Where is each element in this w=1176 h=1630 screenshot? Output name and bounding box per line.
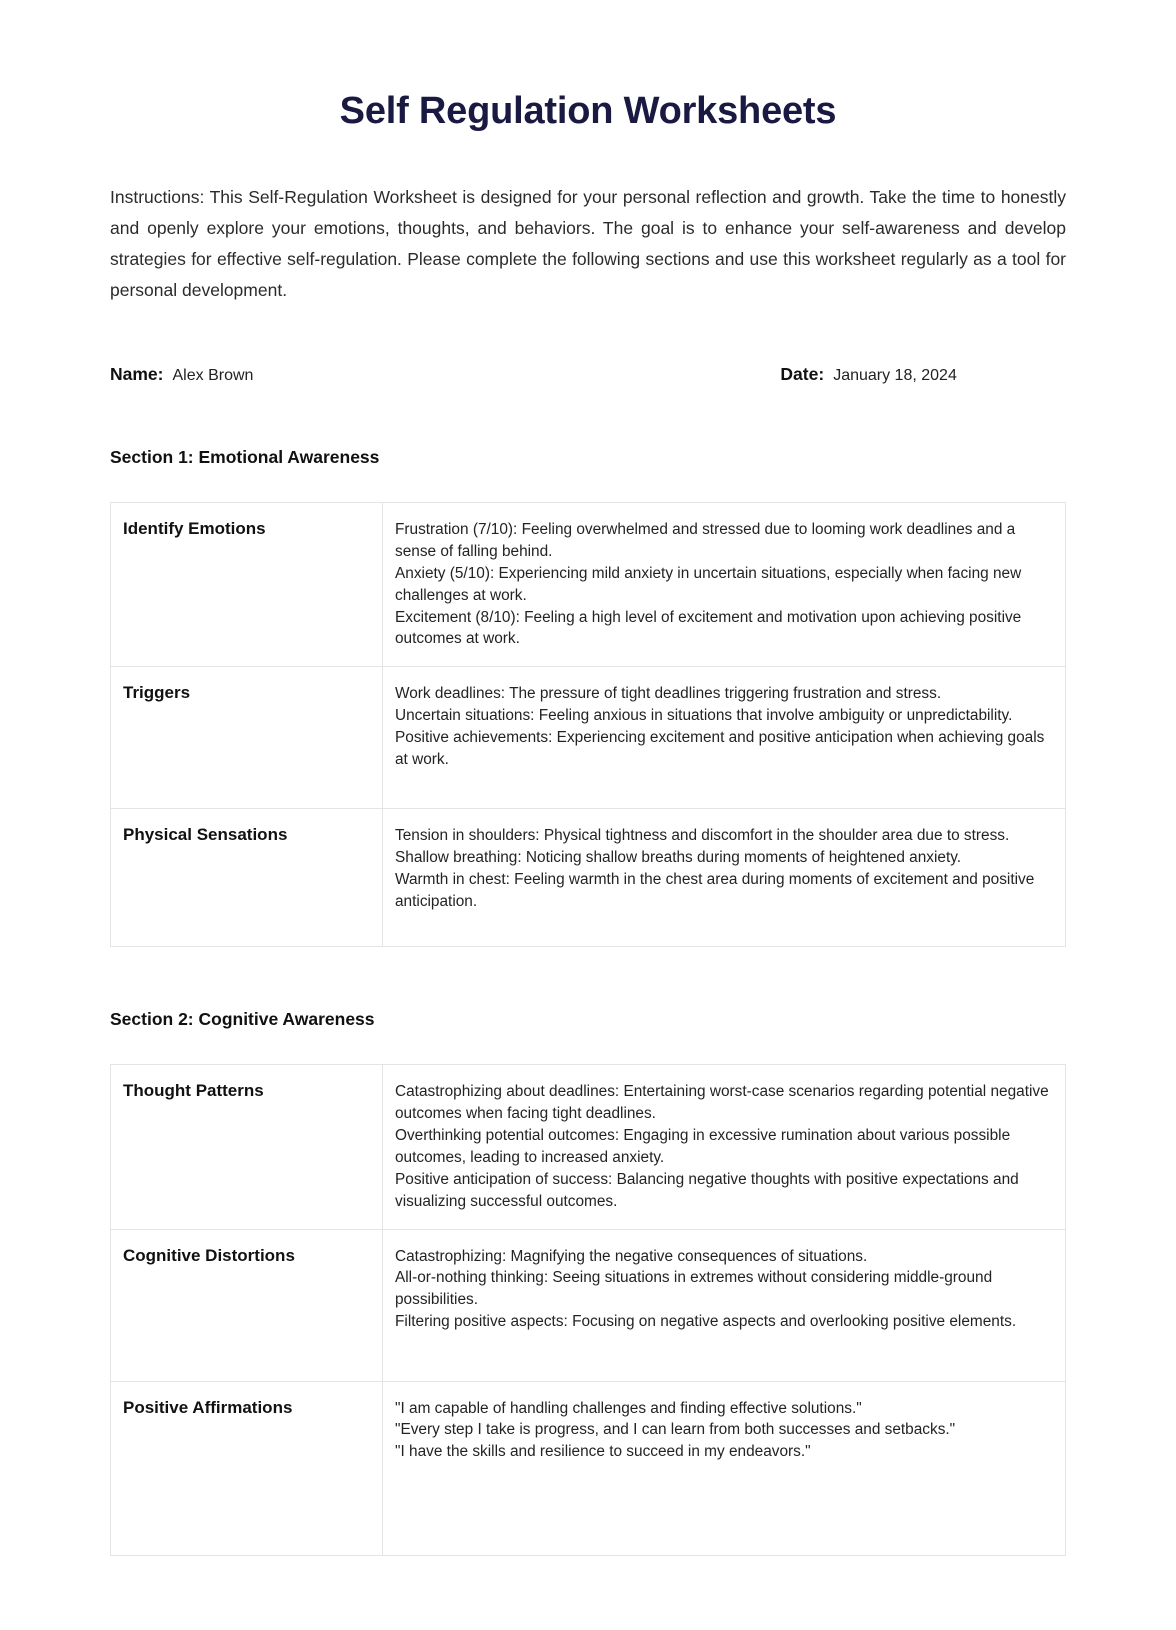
- row-label-identify-emotions: Identify Emotions: [111, 503, 383, 667]
- table-row: [111, 1381, 1066, 1555]
- table-row: [111, 503, 1066, 667]
- row-content-identify-emotions[interactable]: [383, 503, 1066, 667]
- row-content-thought-patterns[interactable]: [383, 1065, 1066, 1229]
- name-field: [110, 364, 253, 385]
- content-line: Filtering positive aspects: Focusing on negative aspects and overlooking positive elements.: [395, 1313, 1017, 1331]
- name-value[interactable]: Alex Brown: [172, 367, 254, 385]
- content-line: Catastrophizing: Magnifying the negative consequences of situations.: [395, 1247, 868, 1265]
- row-content-cognitive-distortions[interactable]: [383, 1229, 1066, 1381]
- date-value[interactable]: January 18, 2024: [833, 367, 957, 385]
- row-label-cognitive-distortions: Cognitive Distortions: [111, 1229, 383, 1381]
- content-line: "I am capable of handling challenges and finding effective solutions.": [395, 1399, 862, 1417]
- content-line: Work deadlines: The pressure of tight deadlines triggering frustration and stress.: [395, 685, 942, 703]
- content-line: Frustration (7/10): Feeling overwhelmed and stressed due to looming work deadlines and a sense of falling behind.: [395, 521, 1016, 560]
- instructions-paragraph: Instructions: This Self-Regulation Worksheet is designed for your personal reflection and growth. Take the time to honestly and openly explore your emotions, thoughts, and behaviors. The goal is to enhance your self-awareness and develop strategies for effective self-regulation. Please complete the following sections and use this worksheet regularly as a tool for personal development.: [110, 186, 1066, 300]
- section-heading: Section 1: Emotional Awareness: [110, 447, 380, 468]
- content-line: Positive achievements: Experiencing excitement and positive anticipation when achieving goals at work.: [395, 729, 1045, 768]
- content-line: Uncertain situations: Feeling anxious in situations that involve ambiguity or unpredictability.: [395, 707, 1013, 725]
- content-line: Overthinking potential outcomes: Engaging in excessive rumination about various possible outcomes, leading to increased anxiety.: [395, 1127, 1011, 1166]
- content-line: "Every step I take is progress, and I can learn from both successes and setbacks.": [395, 1421, 956, 1439]
- content-line: Tension in shoulders: Physical tightness and discomfort in the shoulder area due to stress.: [395, 827, 1010, 845]
- date-label: Date:: [780, 364, 825, 385]
- table-row: [111, 809, 1066, 947]
- content-line: Positive anticipation of success: Balancing negative thoughts with positive expectations and visualizing successful outcomes.: [395, 1170, 1019, 1210]
- content-line: "I have the skills and resilience to succeed in my endeavors.": [395, 1443, 811, 1461]
- row-label-thought-patterns: Thought Patterns: [111, 1065, 383, 1229]
- emotional-awareness-table: [110, 502, 1066, 947]
- row-label-triggers: Triggers: [111, 667, 383, 809]
- cognitive-awareness-table: [110, 1064, 1066, 1555]
- row-content-triggers[interactable]: [383, 667, 1066, 809]
- section-cognitive-awareness: [110, 1009, 1066, 1555]
- content-line: Excitement (8/10): Feeling a high level of excitement and motivation upon achieving positive outcomes at work.: [395, 608, 1022, 648]
- row-label-physical-sensations: Physical Sensations: [111, 809, 383, 947]
- date-field: [780, 364, 956, 385]
- content-line: Warmth in chest: Feeling warmth in the chest area during moments of excitement and positive anticipation.: [395, 871, 1035, 910]
- section-heading: Section 2: Cognitive Awareness: [110, 1009, 375, 1030]
- row-content-physical-sensations[interactable]: [383, 809, 1066, 947]
- row-label-positive-affirmations: Positive Affirmations: [111, 1381, 383, 1555]
- content-line: Shallow breathing: Noticing shallow breaths during moments of heightened anxiety.: [395, 849, 962, 867]
- table-row: [111, 1229, 1066, 1381]
- table-row: [111, 1065, 1066, 1229]
- section-emotional-awareness: [110, 447, 1066, 947]
- page-title: Self Regulation Worksheets: [339, 90, 837, 132]
- row-content-positive-affirmations[interactable]: [383, 1381, 1066, 1555]
- content-line: All-or-nothing thinking: Seeing situations in extremes without considering middle-ground possibilities.: [395, 1269, 993, 1309]
- content-line: Anxiety (5/10): Experiencing mild anxiety in uncertain situations, especially when facing new challenges at work.: [395, 564, 1022, 604]
- name-label: Name:: [110, 364, 164, 385]
- name-date-row: [110, 364, 1066, 385]
- content-line: Catastrophizing about deadlines: Entertaining worst-case scenarios regarding potential negative outcomes when facing tight deadlines.: [395, 1083, 1049, 1123]
- table-row: [111, 667, 1066, 809]
